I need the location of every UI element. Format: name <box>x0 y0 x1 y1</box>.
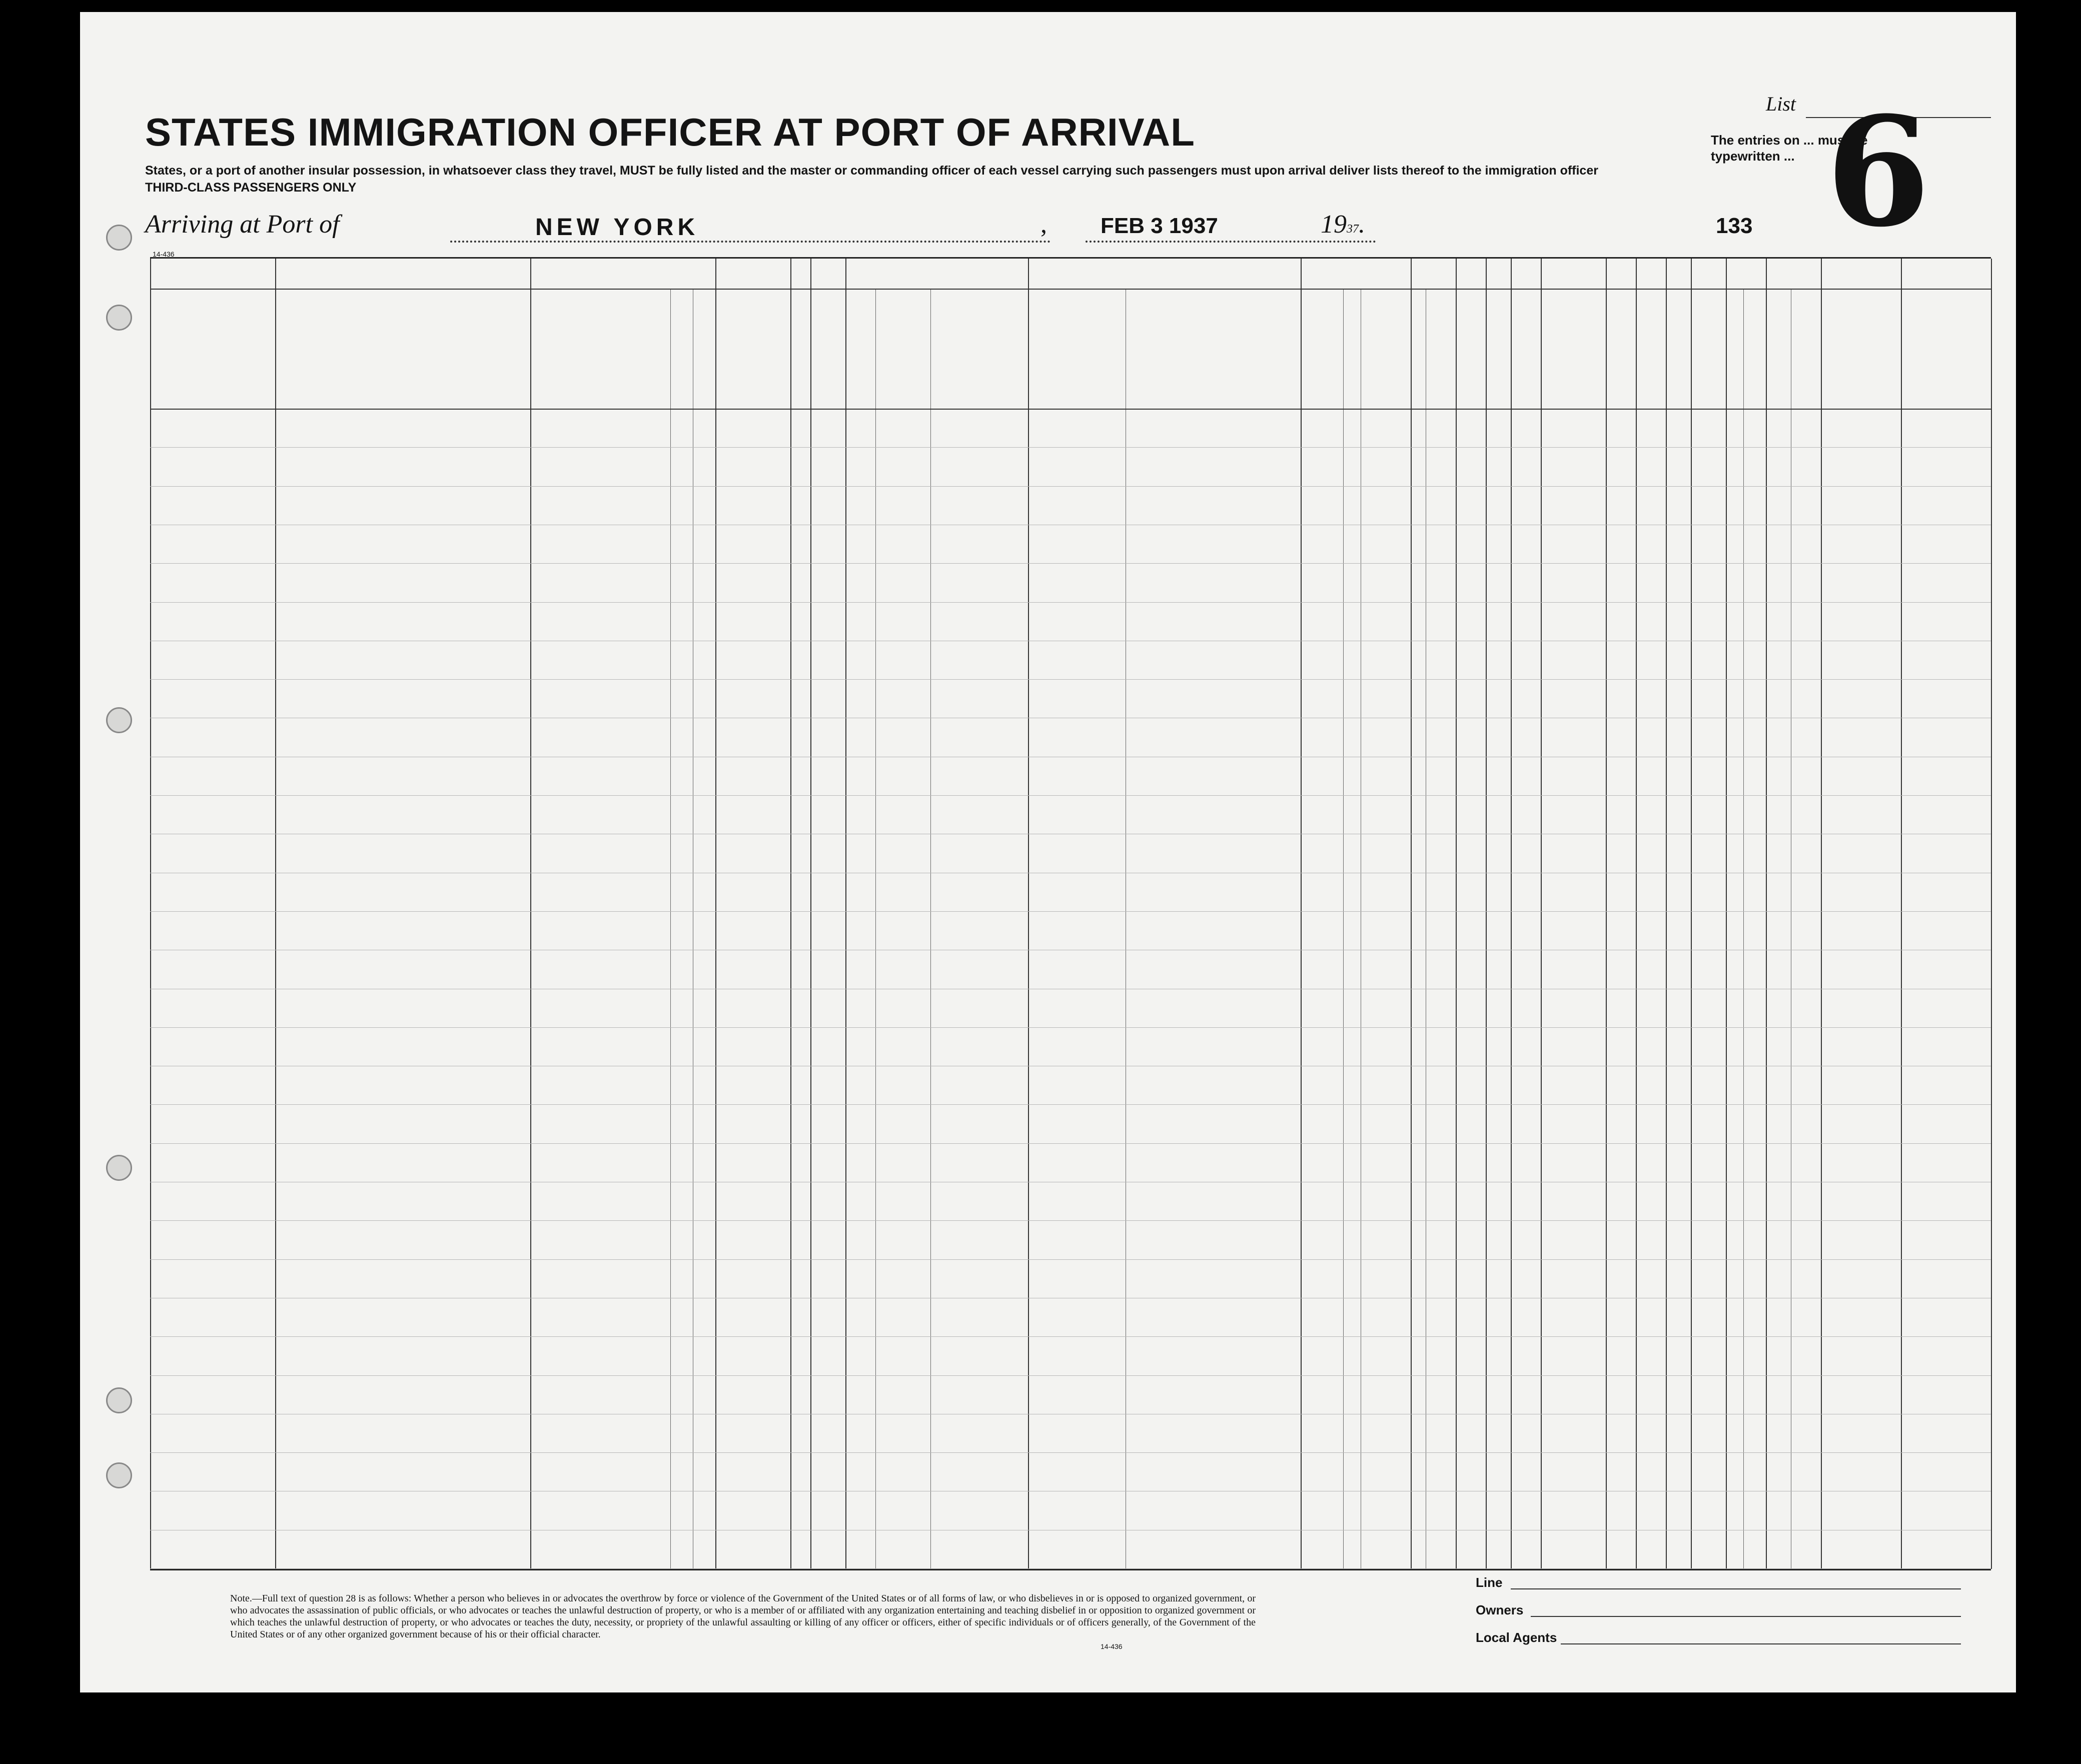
header-bottom-rule <box>150 409 1991 410</box>
column-divider <box>150 259 151 1569</box>
arriving-label: Arriving at Port of <box>145 210 340 239</box>
line-underline <box>1511 1588 1961 1589</box>
port-value: NEW YORK <box>535 214 699 241</box>
column-divider <box>1766 259 1767 1569</box>
arrival-date: FEB 3 1937 <box>1101 214 1218 238</box>
punch-hole <box>106 1387 132 1413</box>
header-number-rule <box>150 289 1991 290</box>
arrival-year: 1937. <box>1321 210 1365 239</box>
column-divider <box>715 259 716 1569</box>
column-subdivider <box>670 289 671 1569</box>
header-anarchist <box>1362 296 1377 404</box>
row-rule <box>150 1104 1991 1105</box>
punch-hole <box>106 707 132 733</box>
header-deported <box>1487 296 1509 404</box>
footer-note: Note.—Full text of question 28 is as follows: Whether a person who believes in or advocates the overthrow by force or violence of the Government of the United States or of all forms of law, or who disbelieves in or is opposed to organized government, or who advocates the assassination of public officials, or who advocates or teaches the unlawful destruction of property, or who is a member of or affiliated with any organization entertaining and teaching disbelief in or opposition to organized government or which teaches the unlawful destruction of property, or who advocates or teaches the duty, necessity, or propriety of the unlawful assaulting or killing of any officer or officers, either of specific individuals or of officers generally, of the Government of the United States or of any other organized government because of his or their official character. <box>230 1593 1256 1640</box>
column-divider <box>1301 259 1302 1569</box>
row-rule <box>150 602 1991 603</box>
owners-label: Owners <box>1476 1602 1524 1617</box>
date-dotline <box>1086 241 1376 243</box>
column-divider <box>1726 259 1727 1569</box>
header-arrested <box>1513 296 1539 404</box>
row-rule <box>150 1027 1991 1028</box>
row-rule <box>150 911 1991 912</box>
row-rule <box>150 679 1991 680</box>
column-divider <box>1511 259 1512 1569</box>
header-length-stay <box>1151 319 1171 406</box>
row-rule <box>150 1336 1991 1337</box>
line-label: Line <box>1476 1575 1503 1590</box>
header-overthrow <box>1413 296 1453 404</box>
column-subdivider <box>875 289 876 1569</box>
header-return <box>1128 319 1148 406</box>
list-number: 6 <box>1826 84 1930 260</box>
header-third-class: THIRD-CLASS PASSENGERS ONLY <box>145 181 357 195</box>
footer-code: 14-436 <box>1101 1642 1123 1650</box>
manifest-table <box>150 257 1991 1570</box>
page-title: STATES IMMIGRATION OFFICER AT PORT OF ARRIVAL <box>145 110 1195 154</box>
column-divider <box>845 259 846 1569</box>
year-prefix: 19 <box>1321 210 1347 239</box>
column-divider <box>530 259 531 1569</box>
column-subdivider <box>1743 289 1744 1569</box>
column-divider <box>1821 259 1822 1569</box>
column-divider <box>1606 259 1607 1569</box>
row-rule <box>150 1568 1991 1569</box>
column-divider <box>810 259 811 1569</box>
form-number: 14-436 <box>153 250 175 258</box>
column-divider <box>1028 259 1029 1569</box>
column-subdivider <box>1343 289 1344 1569</box>
column-divider <box>1901 259 1902 1569</box>
row-rule <box>150 1452 1991 1453</box>
punch-hole <box>106 225 132 251</box>
header-inches <box>1693 354 1718 404</box>
header-feet <box>1671 354 1686 404</box>
header-subtitle: States, or a port of another insular possession, in whatsoever class they travel, MUST be fully listed and the master or commanding officer of each vessel carrying such passengers must upon arrival deliver lists thereof to the immigration officer <box>145 164 1598 178</box>
row-rule <box>150 563 1991 564</box>
header-fifty-dollars <box>792 296 809 401</box>
agents-underline <box>1561 1643 1961 1644</box>
row-rule <box>150 1220 1991 1221</box>
column-divider <box>1456 259 1457 1569</box>
header-citizen <box>1173 319 1193 406</box>
column-divider <box>1486 259 1487 1569</box>
owners-underline <box>1531 1616 1961 1617</box>
column-divider <box>1541 259 1542 1569</box>
row-rule <box>150 1259 1991 1260</box>
column-divider <box>1636 259 1637 1569</box>
header-instructions <box>145 162 1696 196</box>
list-label: List <box>1766 93 1796 115</box>
page-number: 133 <box>1716 214 1753 238</box>
punch-hole <box>106 1462 132 1488</box>
comma: , <box>1040 210 1047 239</box>
row-rule <box>150 795 1991 796</box>
column-divider <box>1691 259 1692 1569</box>
punch-hole <box>106 305 132 331</box>
manifest-sheet <box>80 12 2016 1692</box>
header-polygamist <box>1345 296 1360 404</box>
row-rule <box>150 486 1991 487</box>
column-divider <box>1411 259 1412 1569</box>
column-divider <box>790 259 791 1569</box>
row-rule <box>150 447 1991 448</box>
column-divider <box>1666 259 1667 1569</box>
row-rule <box>150 1375 1991 1376</box>
agents-label: Local Agents <box>1476 1630 1557 1645</box>
column-divider <box>275 259 276 1569</box>
punch-hole <box>106 1155 132 1181</box>
year-suffix: 37 <box>1347 223 1359 236</box>
row-rule <box>150 1143 1991 1144</box>
arrival-row <box>145 210 1846 245</box>
header-prison <box>1303 296 1341 404</box>
column-subdivider <box>930 289 931 1569</box>
list-note: The entries on ... must be typewritten ... <box>1711 133 1868 164</box>
header-ticket <box>673 296 713 401</box>
column-divider <box>1991 259 1992 1569</box>
header-labor-offer <box>1458 296 1484 404</box>
